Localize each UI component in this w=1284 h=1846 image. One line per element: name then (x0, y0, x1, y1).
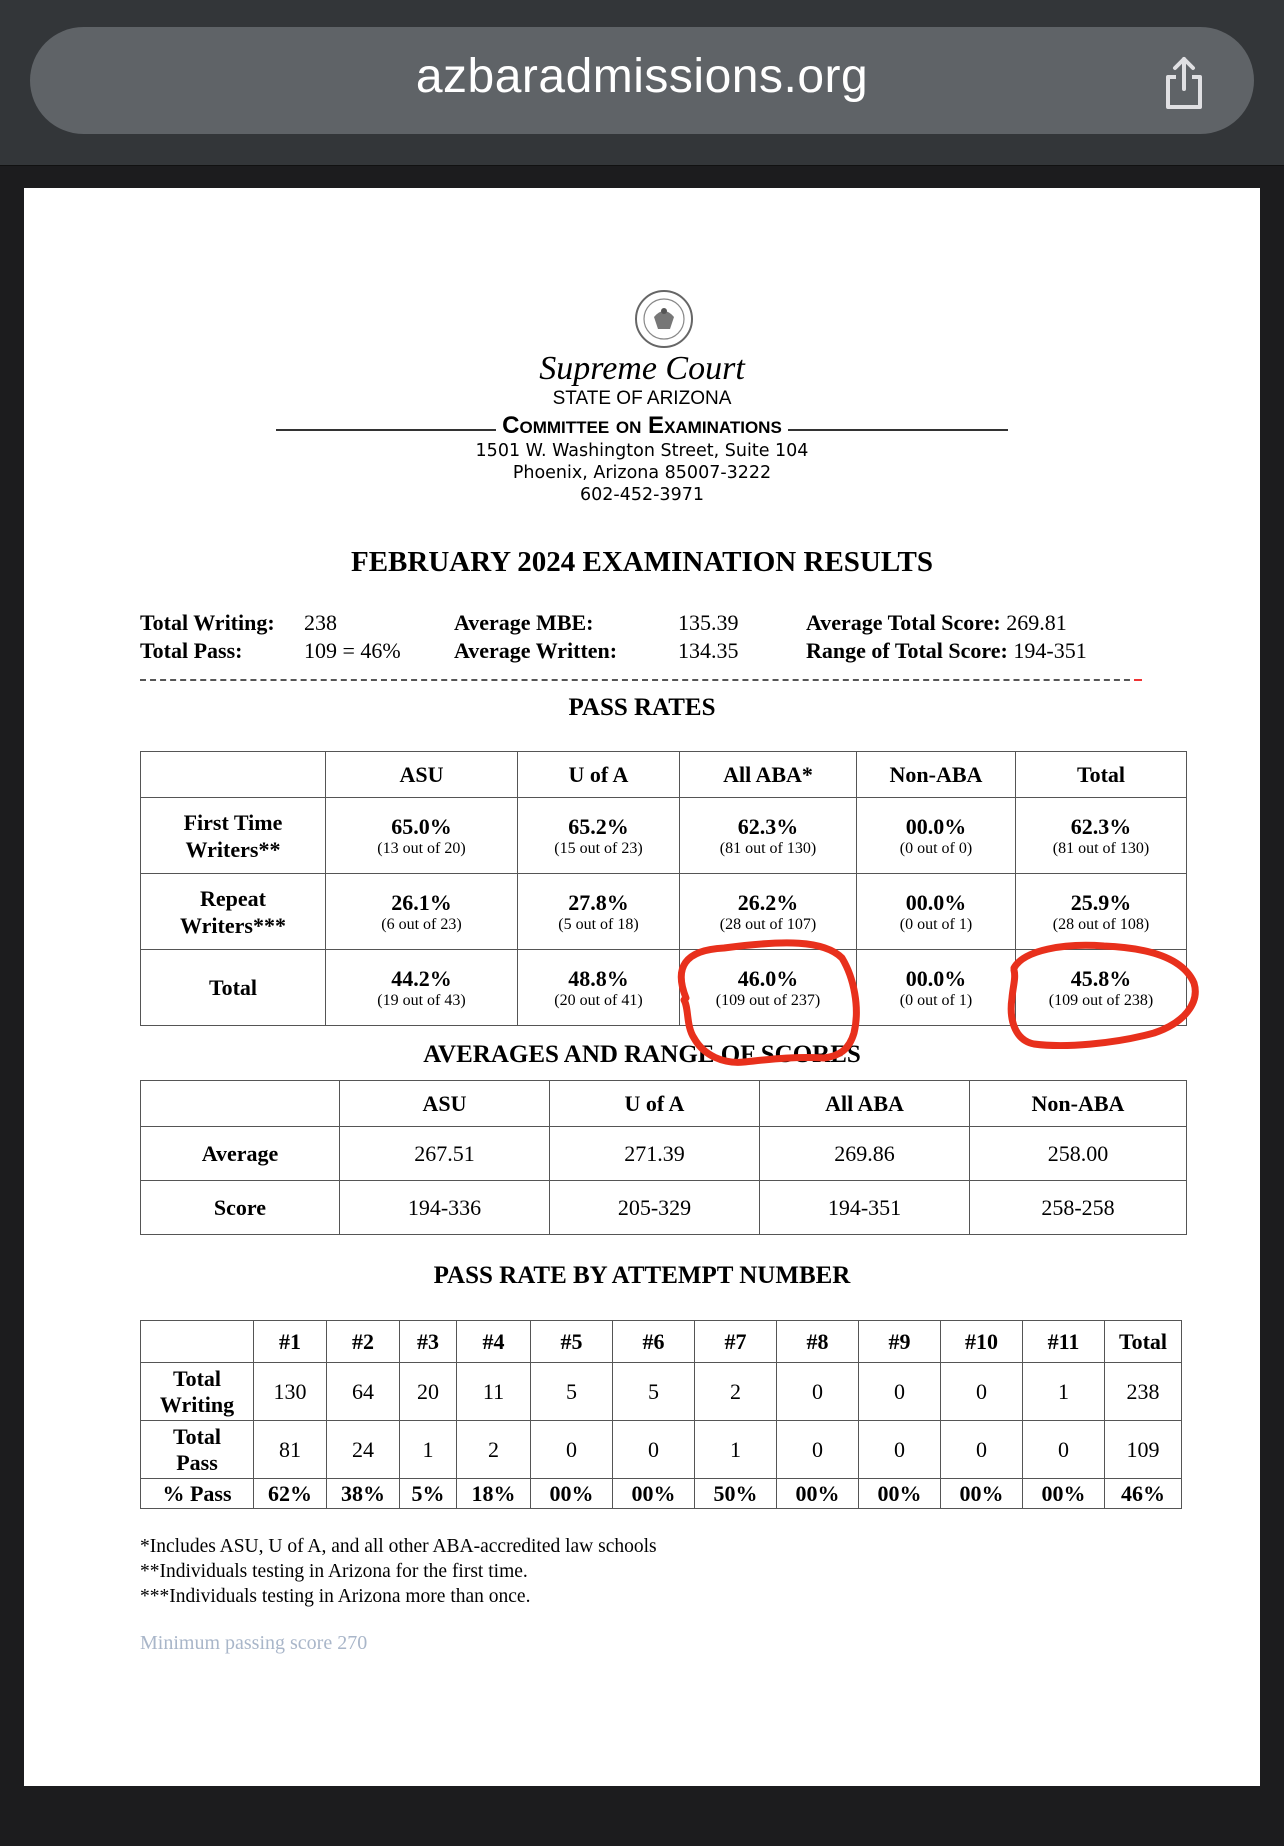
table-row (141, 950, 1187, 1026)
total-pass-value: 109 = 46% (304, 638, 401, 663)
row-label: Total (172, 1423, 222, 1449)
pass-count: (28 out of 107) (719, 915, 817, 933)
table-cell: 38% (327, 1479, 400, 1509)
column-header: #2 (327, 1321, 400, 1363)
range-label: Range of Total Score: (806, 638, 1008, 663)
avg-total-label: Average Total Score: (806, 610, 1001, 635)
column-header: #7 (695, 1321, 777, 1363)
total-writing-value: 238 (304, 610, 337, 635)
pass-pct: 00.0% (905, 965, 967, 991)
column-header (141, 752, 326, 798)
state-name: STATE OF ARIZONA (552, 388, 732, 409)
table-cell: 0 (859, 1363, 941, 1421)
table-cell: 194-351 (760, 1181, 970, 1235)
table-cell: 258-258 (970, 1181, 1187, 1235)
row-label: Pass (176, 1449, 218, 1475)
column-header: #6 (613, 1321, 695, 1363)
table-cell: 0 (777, 1363, 859, 1421)
table-cell: 205-329 (550, 1181, 760, 1235)
table-row (141, 1181, 1187, 1235)
averages-table (140, 1080, 1187, 1235)
table-cell: 5 (613, 1363, 695, 1421)
table-cell: 00% (613, 1479, 695, 1509)
divider-end (1134, 679, 1142, 681)
table-cell: 2 (695, 1363, 777, 1421)
table-cell (1016, 798, 1187, 874)
column-header: U of A (518, 752, 680, 798)
table-cell: 00% (531, 1479, 613, 1509)
rule-right (788, 429, 1008, 431)
row-label: % Pass (162, 1480, 232, 1506)
table-cell (1016, 950, 1187, 1026)
row-label: Total (208, 975, 258, 1000)
table-cell (1016, 874, 1187, 950)
table-cell (857, 950, 1016, 1026)
column-header: #11 (1023, 1321, 1105, 1363)
share-icon[interactable] (1160, 55, 1208, 111)
divider (140, 679, 1140, 681)
table-row (141, 874, 1187, 950)
table-cell: 00% (1023, 1479, 1105, 1509)
address-line2: Phoenix, Arizona 85007-3222 (512, 463, 772, 483)
column-header: #1 (254, 1321, 327, 1363)
table-cell: 267.51 (340, 1127, 550, 1181)
table-cell (326, 798, 518, 874)
table-cell: 109 (1105, 1421, 1182, 1479)
row-label: Repeat (200, 885, 266, 911)
column-header: Non-ABA (970, 1081, 1187, 1127)
pass-count: (6 out of 23) (381, 915, 462, 933)
row-label: Writers** (185, 836, 281, 862)
column-header: #9 (859, 1321, 941, 1363)
pass-count: (19 out of 43) (377, 991, 466, 1009)
table-cell (518, 874, 680, 950)
pass-count: (28 out of 108) (1052, 915, 1150, 933)
table-header-row (141, 752, 1187, 798)
url-text[interactable]: azbaradmissions.org (415, 50, 869, 103)
column-header (141, 1321, 254, 1363)
pass-count: (0 out of 1) (899, 915, 973, 933)
pass-count: (109 out of 237) (715, 991, 821, 1009)
footnote: **Individuals testing in Arizona for the first time. (140, 1561, 528, 1582)
column-header: #4 (457, 1321, 531, 1363)
table-cell: 24 (327, 1421, 400, 1479)
table-cell: 00% (777, 1479, 859, 1509)
column-header: #3 (400, 1321, 457, 1363)
pass-pct: 65.0% (391, 813, 452, 839)
row-header (141, 874, 326, 950)
column-header: All ABA (760, 1081, 970, 1127)
row-label: Writing (159, 1391, 235, 1417)
table-cell: 00% (941, 1479, 1023, 1509)
pass-pct: 25.9% (1070, 889, 1132, 915)
pass-pct: 46.0% (737, 965, 799, 991)
table-cell: 5 (531, 1363, 613, 1421)
table-cell: 5% (400, 1479, 457, 1509)
pass-count: (15 out of 23) (554, 839, 643, 857)
table-cell: 0 (613, 1421, 695, 1479)
table-cell: 271.39 (550, 1127, 760, 1181)
pass-rates-heading: PASS RATES (568, 694, 716, 721)
avg-written-label: Average Written: (454, 638, 618, 663)
pass-pct: 00.0% (905, 813, 967, 839)
table-cell: 1 (1023, 1363, 1105, 1421)
table-row (141, 1127, 1187, 1181)
table-row (141, 1479, 1182, 1509)
table-cell: 238 (1105, 1363, 1182, 1421)
table-header-row (141, 1081, 1187, 1127)
table-cell: 50% (695, 1479, 777, 1509)
table-cell (680, 950, 857, 1026)
table-cell (326, 950, 518, 1026)
table-cell: 194-336 (340, 1181, 550, 1235)
table-cell (518, 950, 680, 1026)
column-header: Non-ABA (857, 752, 1016, 798)
table-cell: 0 (1023, 1421, 1105, 1479)
table-cell: 2 (457, 1421, 531, 1479)
table-cell: 0 (859, 1421, 941, 1479)
pass-count: (20 out of 41) (554, 991, 643, 1009)
column-header: All ABA* (680, 752, 857, 798)
table-cell: 00% (859, 1479, 941, 1509)
column-header: Total (1016, 752, 1187, 798)
pass-pct: 65.2% (568, 813, 629, 839)
column-header: #8 (777, 1321, 859, 1363)
row-header (141, 1363, 254, 1421)
total-pass-label: Total Pass: (140, 638, 243, 663)
phone: 602-452-3971 (580, 485, 704, 505)
pass-pct: 26.2% (737, 889, 799, 915)
column-header: ASU (326, 752, 518, 798)
row-header: Average (141, 1127, 340, 1181)
table-row (141, 1421, 1182, 1479)
committee-name (24, 412, 1260, 440)
minimum-passing-score: Minimum passing score 270 (140, 1632, 368, 1654)
table-row (141, 798, 1187, 874)
column-header: #10 (941, 1321, 1023, 1363)
table-cell: 18% (457, 1479, 531, 1509)
pass-count: (81 out of 130) (1052, 839, 1150, 857)
rule-left (276, 429, 496, 431)
row-label: Writers*** (180, 912, 286, 938)
table-cell: 130 (254, 1363, 327, 1421)
row-label: First Time (183, 809, 283, 835)
pass-rates-table (140, 751, 1187, 1026)
row-header (141, 798, 326, 874)
avg-mbe-label: Average MBE: (454, 610, 594, 635)
pass-pct: 26.1% (391, 889, 452, 915)
browser-toolbar (0, 0, 1284, 166)
table-cell (857, 798, 1016, 874)
avg-mbe-value: 135.39 (678, 610, 739, 635)
table-cell: 1 (400, 1421, 457, 1479)
address-bar[interactable] (30, 27, 1254, 134)
pass-count: (5 out of 18) (558, 915, 639, 933)
table-cell (680, 874, 857, 950)
court-name: Supreme Court (539, 350, 745, 387)
column-header: ASU (340, 1081, 550, 1127)
pass-pct: 62.3% (1070, 813, 1132, 839)
page-title: FEBRUARY 2024 EXAMINATION RESULTS (350, 546, 934, 578)
column-header (141, 1081, 340, 1127)
pass-count: (0 out of 1) (899, 991, 973, 1009)
column-header: U of A (550, 1081, 760, 1127)
pass-pct: 45.8% (1070, 965, 1132, 991)
footnote: *Includes ASU, U of A, and all other ABA-accredited law schools (140, 1536, 657, 1557)
averages-heading: AVERAGES AND RANGE OF SCORES (423, 1041, 861, 1068)
pass-count: (109 out of 238) (1048, 991, 1154, 1009)
row-header (141, 950, 326, 1026)
table-header-row (141, 1321, 1182, 1363)
pass-count: (81 out of 130) (719, 839, 817, 857)
column-header: #5 (531, 1321, 613, 1363)
table-cell: 64 (327, 1363, 400, 1421)
pass-pct: 44.2% (391, 965, 452, 991)
row-header (141, 1479, 254, 1509)
table-cell: 81 (254, 1421, 327, 1479)
table-cell: 1 (695, 1421, 777, 1479)
row-label: Total (172, 1365, 222, 1391)
pass-pct: 48.8% (568, 965, 629, 991)
total-writing-label: Total Writing: (140, 610, 275, 635)
table-cell: 0 (941, 1421, 1023, 1479)
committee-label: Committee on Examinations (502, 412, 782, 439)
footnote: ***Individuals testing in Arizona more than once. (140, 1586, 531, 1607)
pass-count: (0 out of 0) (899, 839, 973, 857)
avg-written-value: 134.35 (678, 638, 739, 663)
attempts-table (140, 1320, 1182, 1509)
table-row (141, 1363, 1182, 1421)
table-cell: 0 (777, 1421, 859, 1479)
row-header: Score (141, 1181, 340, 1235)
pass-count: (13 out of 20) (377, 839, 466, 857)
table-cell (857, 874, 1016, 950)
column-header: Total (1105, 1321, 1182, 1363)
table-cell (680, 798, 857, 874)
table-cell: 62% (254, 1479, 327, 1509)
pass-pct: 27.8% (568, 889, 629, 915)
pass-pct: 00.0% (905, 889, 967, 915)
range-value: 194-351 (1013, 638, 1087, 663)
attempts-heading: PASS RATE BY ATTEMPT NUMBER (433, 1262, 851, 1289)
table-cell (326, 874, 518, 950)
avg-total-value: 269.81 (1006, 610, 1067, 635)
pass-pct: 62.3% (737, 813, 799, 839)
table-cell: 0 (941, 1363, 1023, 1421)
address-line1: 1501 W. Washington Street, Suite 104 (475, 441, 809, 461)
table-cell: 0 (531, 1421, 613, 1479)
pdf-page (24, 188, 1260, 1786)
supreme-court-seal-icon (634, 289, 694, 349)
table-cell (518, 798, 680, 874)
table-cell: 20 (400, 1363, 457, 1421)
table-cell: 258.00 (970, 1127, 1187, 1181)
table-cell: 46% (1105, 1479, 1182, 1509)
table-cell: 11 (457, 1363, 531, 1421)
row-header (141, 1421, 254, 1479)
table-cell: 269.86 (760, 1127, 970, 1181)
